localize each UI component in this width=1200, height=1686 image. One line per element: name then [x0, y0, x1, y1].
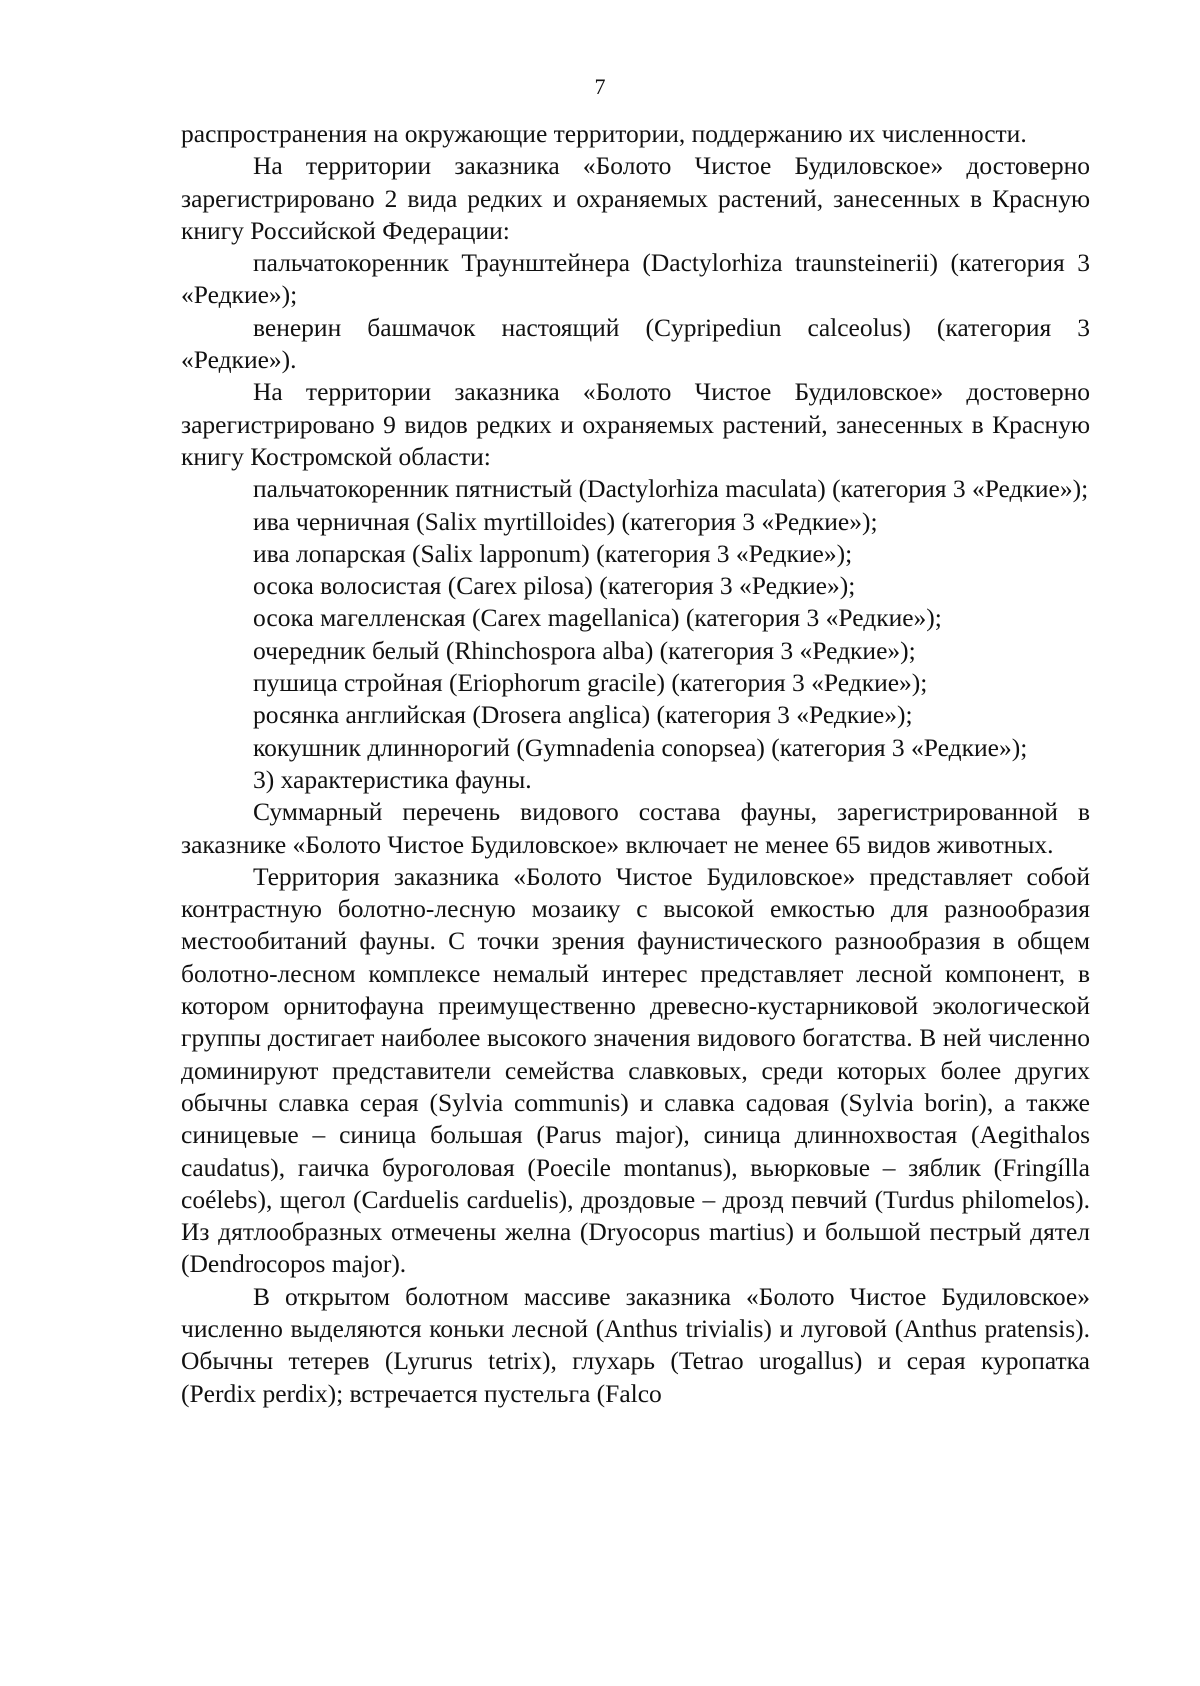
- document-body: [181, 118, 1090, 1410]
- paragraph-rf-red-book-intro: На территории заказника «Болото Чистое Будиловское» достоверно зарегистрировано 2 вида редких и охраняемых растений, занесенных в Красную книгу Российской Федерации:: [181, 151, 1090, 245]
- paragraph-continuation: распространения на окружающие территории, поддержанию их численности.: [181, 119, 1027, 148]
- page-number: 7: [594, 74, 606, 99]
- section-heading-fauna: 3) характеристика фауны.: [253, 764, 532, 794]
- paragraph-kostroma-red-book-intro: На территории заказника «Болото Чистое Будиловское» достоверно зарегистрировано 9 видов редких и охраняемых растений, занесенных в Красную книгу Костромской области:: [181, 377, 1090, 471]
- paragraph-species-item: пушица стройная (Eriophorum gracile) (категория 3 «Редкие»);: [253, 668, 928, 698]
- paragraph-species-item: кокушник длиннорогий (Gymnadenia conopsea) (категория 3 «Редкие»);: [253, 732, 1028, 762]
- paragraph-species-item: осока волосистая (Carex pilosa) (категория 3 «Редкие»);: [253, 571, 856, 601]
- paragraph-forest-fauna: Территория заказника «Болото Чистое Будиловское» представляет собой контрастную болотно-лесную мозаику с высокой емкостью для разнообразия местообитаний фауны. С точки зрения фаунистического разнообразия в общем болотно-лесном комплексе немалый интерес представляет лесной компонент, в котором орнитофауна преимущественно древесно-кустарниковой экологической группы достигает наиболее высокого значения видового богатства. В ней численно доминируют представители семейства славковых, среди которых более других обычны славка серая (Sylvia communis) и славка садовая (Sylvia borin), а также синицевые – синица большая (Parus major), синица длиннохвостая (Aegithalos caudatus), гаичка буроголовая (Poecile montanus), вьюрковые – зяблик (Fringílla coélebs), щегол (Carduelis carduelis), дроздовые – дрозд певчий (Turdus philomelos). Из дятлообразных отмечены желна (Dryocopus martius) и большой пестрый дятел (Dendrocopos major).: [181, 861, 1090, 1279]
- paragraph-species-item: ива черничная (Salix myrtilloides) (категория 3 «Редкие»);: [253, 506, 878, 536]
- paragraph-species-item: очередник белый (Rhinchospora alba) (категория 3 «Редкие»);: [253, 635, 916, 665]
- paragraph-species-item: пальчатокоренник Траунштейнера (Dactylorhiza traunsteinerii) (категория 3 «Редкие»);: [181, 248, 1090, 310]
- paragraph-species-item: росянка английская (Drosera anglica) (категория 3 «Редкие»);: [253, 700, 913, 730]
- paragraph-bog-fauna: В открытом болотном массиве заказника «Болото Чистое Будиловское» численно выделяются коньки лесной (Anthus trivialis) и луговой (Anthus pratensis). Обычны тетерев (Lyrurus tetrix), глухарь (Tetrao urogallus) и серая куропатка (Perdix perdix); встречается пустельга (Falco: [181, 1281, 1090, 1408]
- paragraph-species-item: венерин башмачок настоящий (Cypripediun calceolus) (категория 3 «Редкие»).: [181, 312, 1090, 375]
- paragraph-species-item: осока магелленская (Carex magellanica) (категория 3 «Редкие»);: [253, 603, 942, 633]
- paragraph-species-item: пальчатокоренник пятнистый (Dactylorhiza maculata) (категория 3 «Редкие»);: [253, 474, 1089, 504]
- paragraph-fauna-summary: Суммарный перечень видового состава фауны, зарегистрированной в заказнике «Болото Чистое Будиловское» включает не менее 65 видов животных.: [181, 797, 1090, 859]
- paragraph-species-item: ива лопарская (Salix lapponum) (категория 3 «Редкие»);: [253, 538, 853, 568]
